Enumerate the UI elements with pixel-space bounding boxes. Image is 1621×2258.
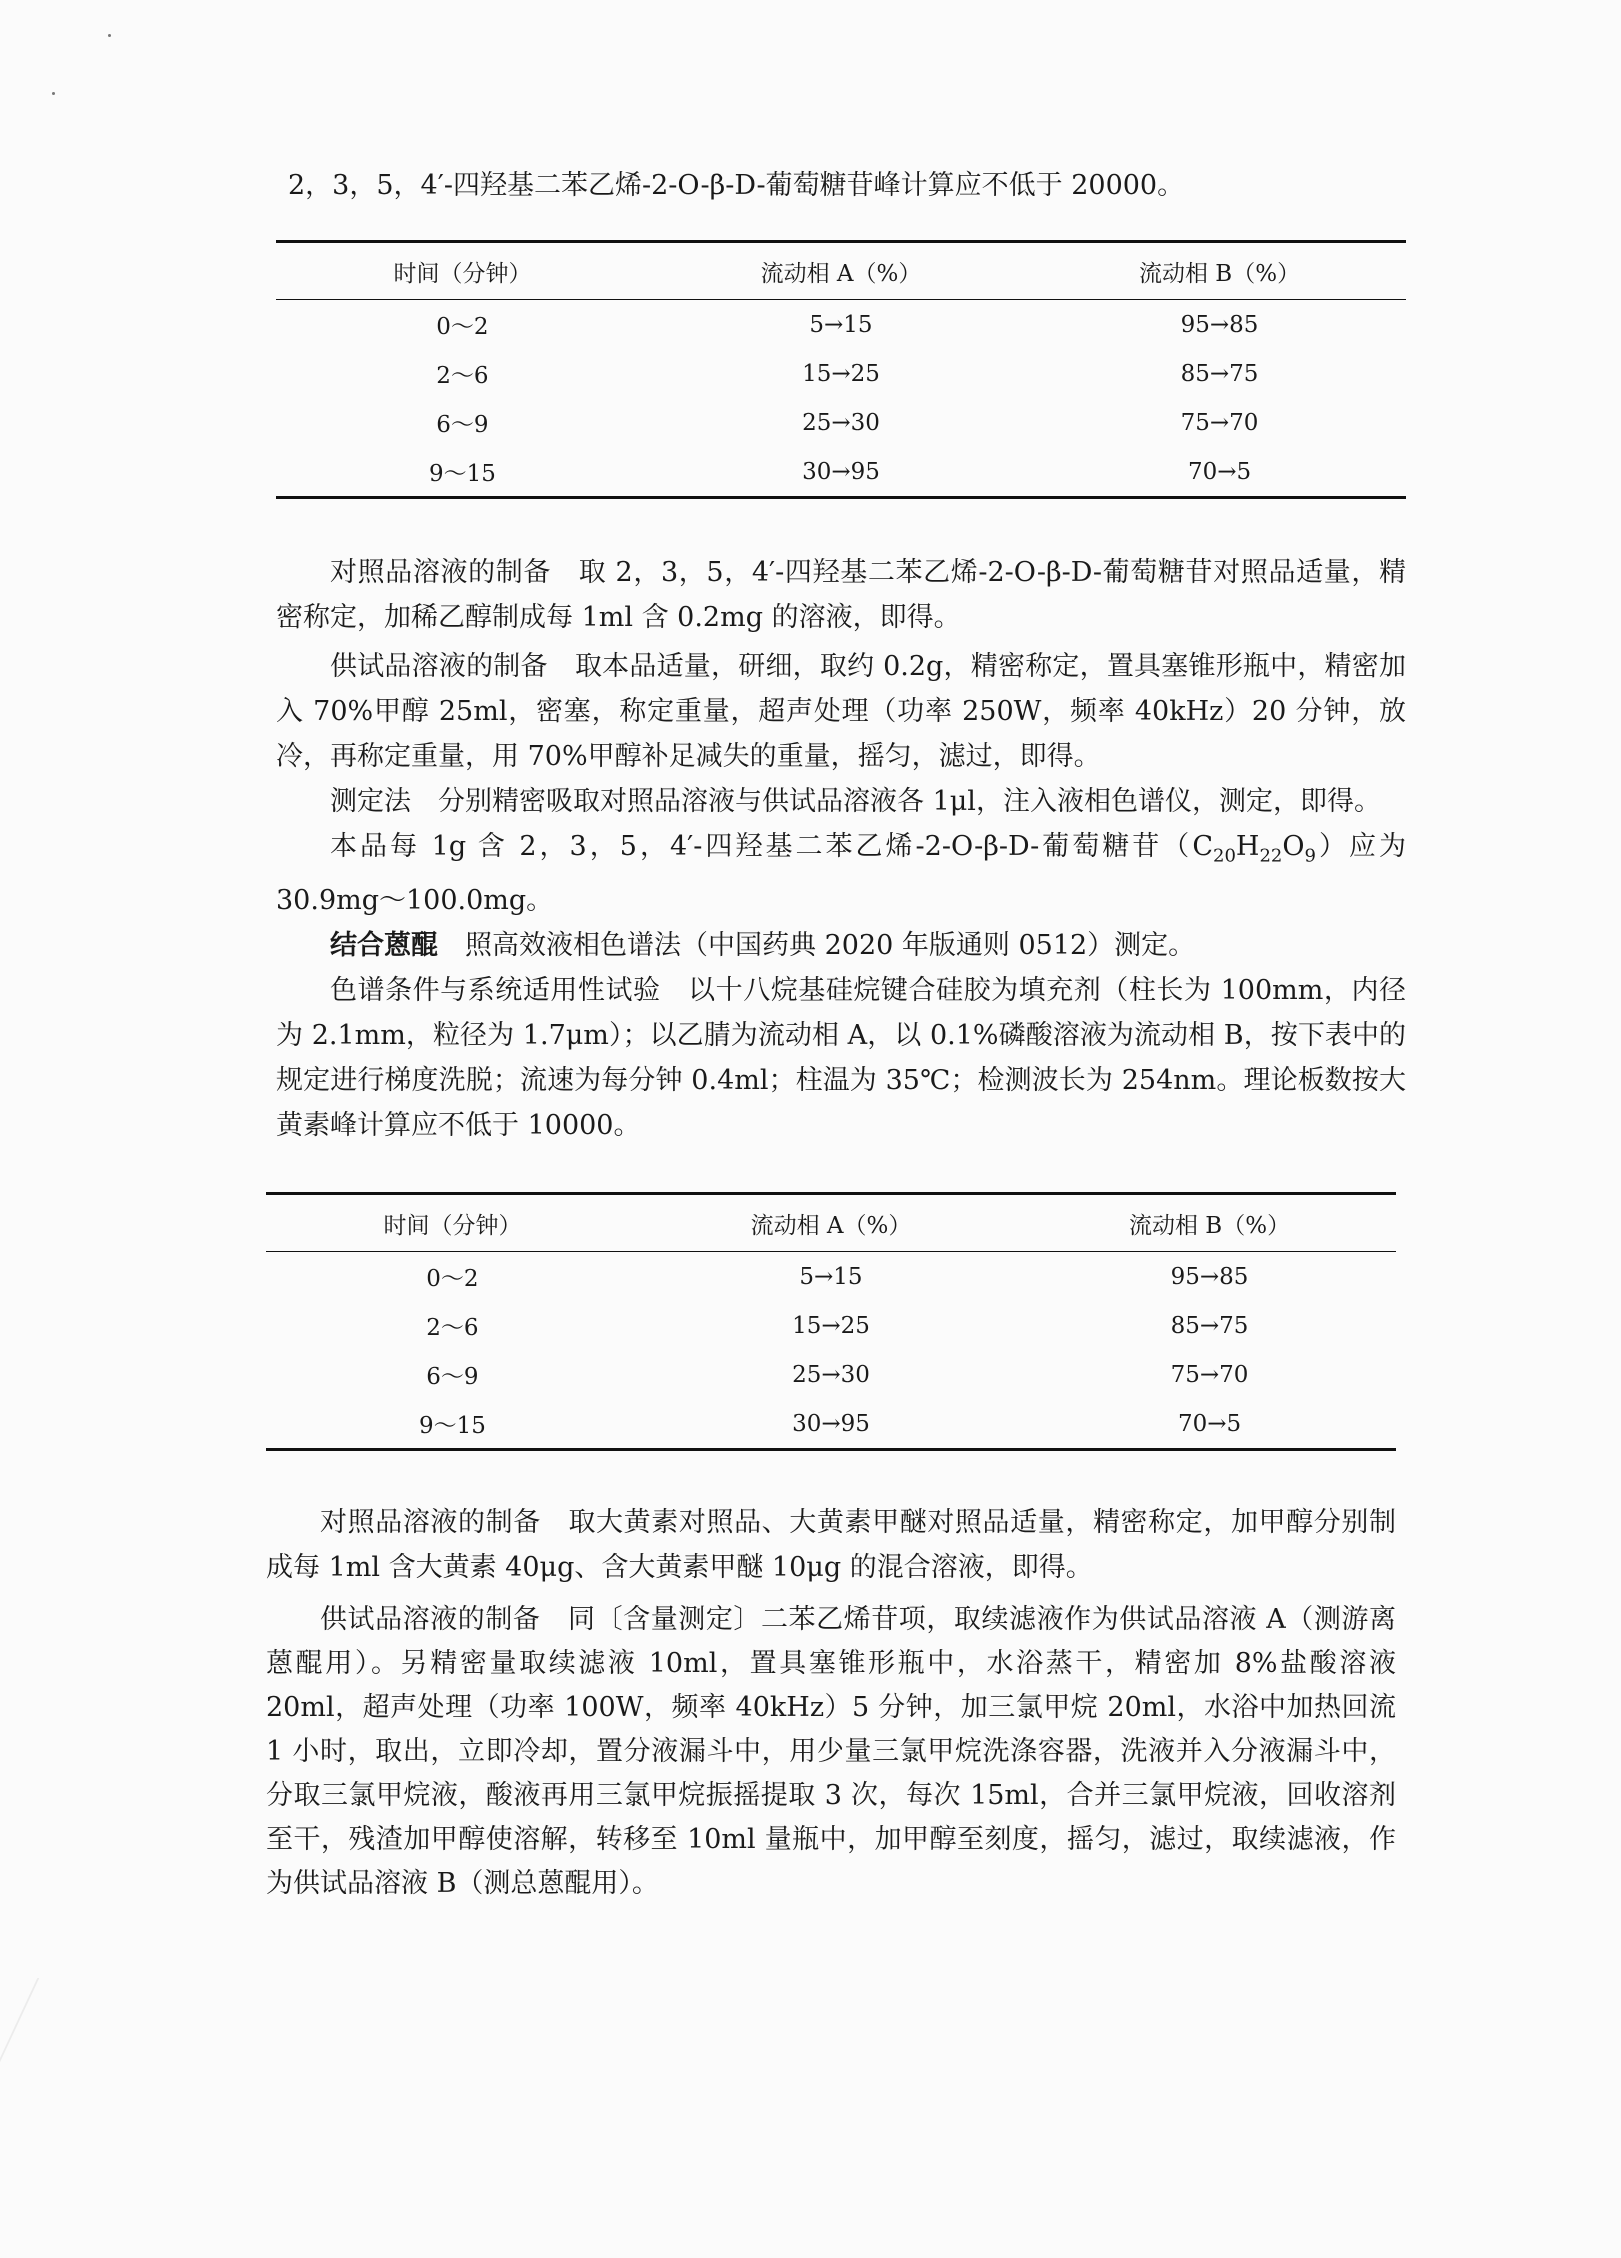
col-header-phase-a: 流动相 A（%） [639, 1194, 1023, 1252]
table-cell: 2～6 [436, 363, 489, 389]
body-section-2 [266, 1500, 1396, 1906]
table-cell: 9～15 [276, 447, 649, 498]
table-cell: 30→95 [639, 1399, 1023, 1450]
table-cell: 5→15 [799, 1263, 863, 1290]
table-cell: 2～6 [426, 1315, 479, 1341]
scan-speck [52, 92, 55, 95]
ref-solution-prep-2: 对照品溶液的制备 取大黄素对照品、大黄素甲醚对照品适量，精密称定，加甲醇分别制成每 1ml 含大黄素 40μg、含大黄素甲醚 10μg 的混合溶液，即得。 [266, 1507, 1396, 1583]
col-header-phase-a: 流动相 A（%） [649, 242, 1033, 300]
col-header-phase-b: 流动相 B（%） [1033, 242, 1406, 300]
table-cell: 85→75 [1180, 360, 1259, 387]
table-row [266, 1350, 1396, 1399]
table-cell: 30→95 [649, 447, 1033, 498]
content-requirement: 本品每 1g 含 2，3，5，4′-四羟基二苯乙烯-2-O-β-D-葡萄糖苷$(C_{20}H_{22}O_9)$应为 30.9mg～100.0mg。 [276, 831, 1407, 917]
col-header-phase-b: 流动相 B（%） [1023, 1194, 1396, 1252]
determination-method: 测定法 分别精密吸取对照品溶液与供试品溶液各 1μl，注入液相色谱仪，测定，即得。 [330, 786, 1381, 817]
sample-solution-prep-1: 供试品溶液的制备 取本品适量，研细，取约 0.2g，精密称定，置具塞锥形瓶中，精密加入 70%甲醇 25ml，密塞，称定重量，超声处理（功率 250W，频率 40kHz）20 分钟，放冷，再称定重量，用 70%甲醇补足减失的重量，摇匀，滤过，即得。 [276, 651, 1406, 772]
table-row [266, 1301, 1396, 1350]
col-header-time: 时间（分钟） [276, 242, 649, 300]
table-cell: 9～15 [266, 1399, 639, 1450]
table-row [276, 349, 1406, 398]
intro-line: 2，3，5，4′-四羟基二苯乙烯-2-O-β-D-葡萄糖苷峰计算应不低于 20000。 [288, 170, 1185, 201]
table-cell: 95→85 [1170, 1263, 1249, 1290]
gradient-table-1 [276, 240, 1406, 499]
table-cell: 75→70 [1180, 409, 1259, 436]
body-section-1 [276, 550, 1406, 1148]
sample-solution-prep-2: 供试品溶液的制备 同〔含量测定〕二苯乙烯苷项，取续滤液作为供试品溶液 A（测游离蒽醌用）。另精密量取续滤液 10ml，置具塞锥形瓶中，水浴蒸干，精密加 8%盐酸溶液 20ml，超声处理（功率 100W，频率 40kHz）5 分钟，加三氯甲烷 20ml，水浴中加热回流 1 小时，取出，立即冷却，置分液漏斗中，用少量三氯甲烷洗涤容器，洗液并入分液漏斗中，分取三氯甲烷液，酸液再用三氯甲烷振摇提取 3 次，每次 15ml，合并三氯甲烷液，回收溶剂至干，残渣加甲醇使溶解，转移至 10ml 量瓶中，加甲醇至刻度，摇匀，滤过，取续滤液，作为供试品溶液 B（测总蒽醌用）。 [266, 1604, 1396, 1899]
table-cell: 5→15 [809, 311, 873, 338]
scan-speck [108, 34, 111, 37]
table-cell: 70→5 [1033, 447, 1406, 498]
ref-solution-prep-1: 对照品溶液的制备 取 2，3，5，4′-四羟基二苯乙烯-2-O-β-D-葡萄糖苷对照品适量，精密称定，加稀乙醇制成每 1ml 含 0.2mg 的溶液，即得。 [276, 557, 1406, 633]
chromatography-conditions: 色谱条件与系统适用性试验 以十八烷基硅烷键合硅胶为填充剂（柱长为 100mm，内径为 2.1mm，粒径为 1.7μm）；以乙腈为流动相 A，以 0.1%磷酸溶液为流动相 B，按下表中的规定进行梯度洗脱；流速为每分钟 0.4ml；柱温为 35℃；检测波长为 254nm。理论板数按大黄素峰计算应不低于 10000。 [276, 975, 1407, 1142]
table-cell: 25→30 [802, 409, 880, 436]
table-row [266, 1252, 1396, 1302]
table-cell: 85→75 [1170, 1312, 1249, 1339]
scan-edge-mark [0, 1978, 99, 2138]
anthraquinone-heading: 结合蒽醌 照高效液相色谱法（中国药典 2020 年版通则 0512）测定。 [330, 930, 1196, 962]
table-row [266, 1399, 1396, 1450]
gradient-table-2 [266, 1192, 1396, 1451]
table-cell: 15→25 [792, 1312, 870, 1339]
table-cell: 6～9 [426, 1364, 479, 1390]
table-cell: 75→70 [1170, 1361, 1249, 1388]
table-cell: 95→85 [1180, 311, 1259, 338]
table-row [276, 300, 1406, 350]
table-cell: 6～9 [436, 412, 489, 438]
table-cell: 25→30 [792, 1361, 870, 1388]
table-row [276, 398, 1406, 447]
table-cell: 70→5 [1023, 1399, 1396, 1450]
table-row [276, 447, 1406, 498]
col-header-time: 时间（分钟） [266, 1194, 639, 1252]
section-title: 结合蒽醌 [330, 930, 438, 962]
table-cell: 0～2 [426, 1266, 479, 1292]
table-cell: 15→25 [802, 360, 880, 387]
table-cell: 0～2 [436, 314, 489, 340]
